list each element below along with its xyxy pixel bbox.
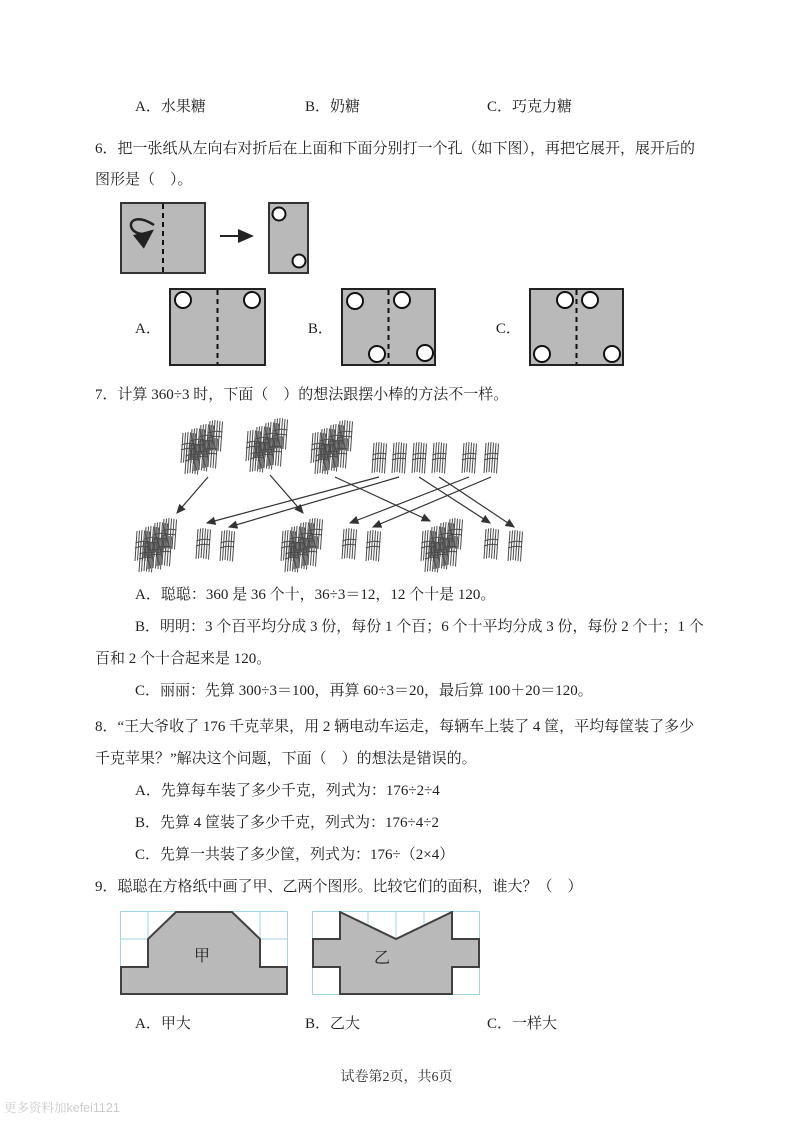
q9-option-a bbox=[135, 1013, 305, 1035]
q6-option-c bbox=[496, 288, 624, 366]
q7-option-a-text: 聪聪：360 是 36 个十，36÷3＝12，12 个十是 120。 bbox=[160, 587, 496, 603]
q9-option-a-key: A． bbox=[135, 1016, 161, 1032]
hole bbox=[394, 292, 410, 308]
hole bbox=[347, 293, 363, 309]
q6-option-a-figure bbox=[169, 288, 266, 366]
q5-option-a-text: 水果糖 bbox=[160, 99, 206, 115]
q6-option-b bbox=[308, 288, 436, 366]
q7-option-a bbox=[95, 579, 720, 611]
q6-option-b-figure bbox=[341, 288, 436, 366]
hole bbox=[557, 292, 573, 308]
q7-options bbox=[95, 579, 720, 707]
q9-option-c bbox=[487, 1013, 720, 1035]
q7-option-a-key: A． bbox=[135, 587, 161, 603]
q9-figures bbox=[120, 911, 720, 995]
q7-option-b-key: B． bbox=[135, 619, 161, 635]
group2-hundred bbox=[281, 518, 323, 573]
punched-hole bbox=[293, 255, 306, 268]
label-yi: 乙 bbox=[374, 950, 391, 967]
q5-option-b bbox=[305, 96, 487, 118]
sticks-diagram bbox=[130, 417, 545, 577]
q8-option-c-text: 先算一共装了多少筐，列式为：176÷（2×4） bbox=[160, 847, 455, 863]
group2-ten bbox=[342, 528, 357, 560]
hole bbox=[604, 346, 620, 362]
q6-option-a bbox=[135, 288, 266, 366]
q8-option-b-key: B． bbox=[135, 815, 161, 831]
q7-option-c bbox=[95, 675, 720, 707]
fold-diagram bbox=[120, 200, 320, 278]
q6-option-c-label: C． bbox=[495, 320, 521, 337]
ten-bundle bbox=[484, 442, 499, 474]
ten-bundle bbox=[392, 442, 407, 474]
ten-bundle bbox=[462, 442, 477, 474]
hundred-bundle bbox=[181, 420, 223, 475]
q6-option-c-figure bbox=[529, 288, 624, 366]
question-9-stem: 9．聪聪在方格纸中画了甲、乙两个图形。比较它们的面积，谁大？（ ） bbox=[95, 879, 583, 895]
q9-option-b-key: B． bbox=[305, 1016, 331, 1032]
q7-option-c-text: 丽丽：先算 300÷3＝100，再算 60÷3＝20，最后算 100＋20＝120。 bbox=[160, 683, 593, 699]
q5-option-c bbox=[487, 96, 720, 118]
q8-option-b-text: 先算 4 筐装了多少千克，列式为：176÷4÷2 bbox=[160, 815, 439, 831]
hundred-bundle bbox=[311, 420, 353, 475]
group3-ten bbox=[508, 530, 523, 562]
group1-ten bbox=[220, 530, 235, 562]
q5-option-a-key: A． bbox=[135, 99, 161, 115]
q7-option-b-line2: 百和 2 个十合起来是 120。 bbox=[95, 651, 272, 667]
q8-option-a bbox=[95, 775, 720, 807]
ten-bundle bbox=[432, 442, 447, 474]
q8-option-c-key: C． bbox=[135, 847, 161, 863]
q8-options bbox=[95, 775, 720, 871]
q9-options-row bbox=[95, 1013, 720, 1035]
punched-hole bbox=[273, 208, 286, 221]
q6-options-row bbox=[95, 288, 720, 366]
hole bbox=[369, 346, 385, 362]
q8-stem-line-2: 千克苹果？”解决这个问题，下面（ ）的想法是错误的。 bbox=[95, 751, 477, 767]
q6-stem-line-2: 图形是（ ）。 bbox=[95, 172, 193, 188]
question-7-stem: 7．计算 360÷3 时，下面（ ）的想法跟摆小棒的方法不一样。 bbox=[95, 387, 509, 403]
q7-option-b-text1: 明明：3 个百平均分成 3 份，每份 1 个百；6 个十平均分成 3 份，每份 2 个十；1 个 bbox=[160, 619, 704, 635]
q8-option-a-text: 先算每车装了多少千克，列式为：176÷2÷4 bbox=[160, 783, 440, 799]
q5-option-c-text: 巧克力糖 bbox=[512, 99, 573, 115]
q9-option-b bbox=[305, 1013, 487, 1035]
label-jia: 甲 bbox=[194, 948, 211, 965]
group3-ten bbox=[484, 528, 499, 560]
hole bbox=[534, 346, 550, 362]
group2-ten bbox=[366, 530, 381, 562]
group3-hundred bbox=[421, 518, 463, 573]
q9-option-c-key: C． bbox=[487, 1016, 513, 1032]
q5-options-row bbox=[95, 96, 720, 118]
ten-bundle bbox=[412, 442, 427, 474]
group1-ten bbox=[196, 528, 211, 560]
q5-option-b-text: 奶糖 bbox=[330, 99, 361, 115]
ten-bundle bbox=[372, 442, 387, 474]
q5-option-b-key: B． bbox=[305, 99, 331, 115]
q9-option-b-text: 乙大 bbox=[330, 1016, 361, 1032]
figure-jia bbox=[120, 911, 288, 995]
q8-stem-line-1: 8．“王大爷收了 176 千克苹果，用 2 辆电动车运走，每辆车上装了 4 筐，平均每筐装了多少 bbox=[95, 719, 695, 735]
hundred-bundle bbox=[246, 418, 288, 473]
q5-option-c-key: C． bbox=[487, 99, 513, 115]
page-content bbox=[95, 96, 720, 1035]
figure-yi bbox=[312, 911, 480, 995]
group1-hundred bbox=[135, 518, 177, 573]
distribution-arrows bbox=[177, 475, 514, 527]
hole bbox=[175, 292, 191, 308]
q6-option-a-label: A． bbox=[135, 320, 161, 337]
hole bbox=[582, 292, 598, 308]
question-8 bbox=[95, 711, 720, 775]
q9-option-c-text: 一样大 bbox=[512, 1016, 558, 1032]
q7-option-b-line1 bbox=[95, 611, 720, 643]
q8-option-c bbox=[95, 839, 720, 871]
q8-option-a-key: A． bbox=[135, 783, 161, 799]
q6-option-b-label: B． bbox=[307, 320, 333, 337]
q9-option-a-text: 甲大 bbox=[160, 1016, 191, 1032]
watermark-text: 更多资料加kefei1121 bbox=[4, 1101, 120, 1115]
question-6 bbox=[95, 134, 720, 196]
hole bbox=[417, 345, 433, 361]
q7-option-c-key: C． bbox=[135, 683, 161, 699]
q5-option-a bbox=[135, 96, 305, 118]
hole bbox=[244, 292, 260, 308]
q6-stem-line-1: 6．把一张纸从左向右对折后在上面和下面分别打一个孔（如下图），再把它展开，展开后的 bbox=[95, 141, 696, 157]
page-footer: 试卷第2页，共6页 bbox=[340, 1070, 453, 1085]
q8-option-b bbox=[95, 807, 720, 839]
